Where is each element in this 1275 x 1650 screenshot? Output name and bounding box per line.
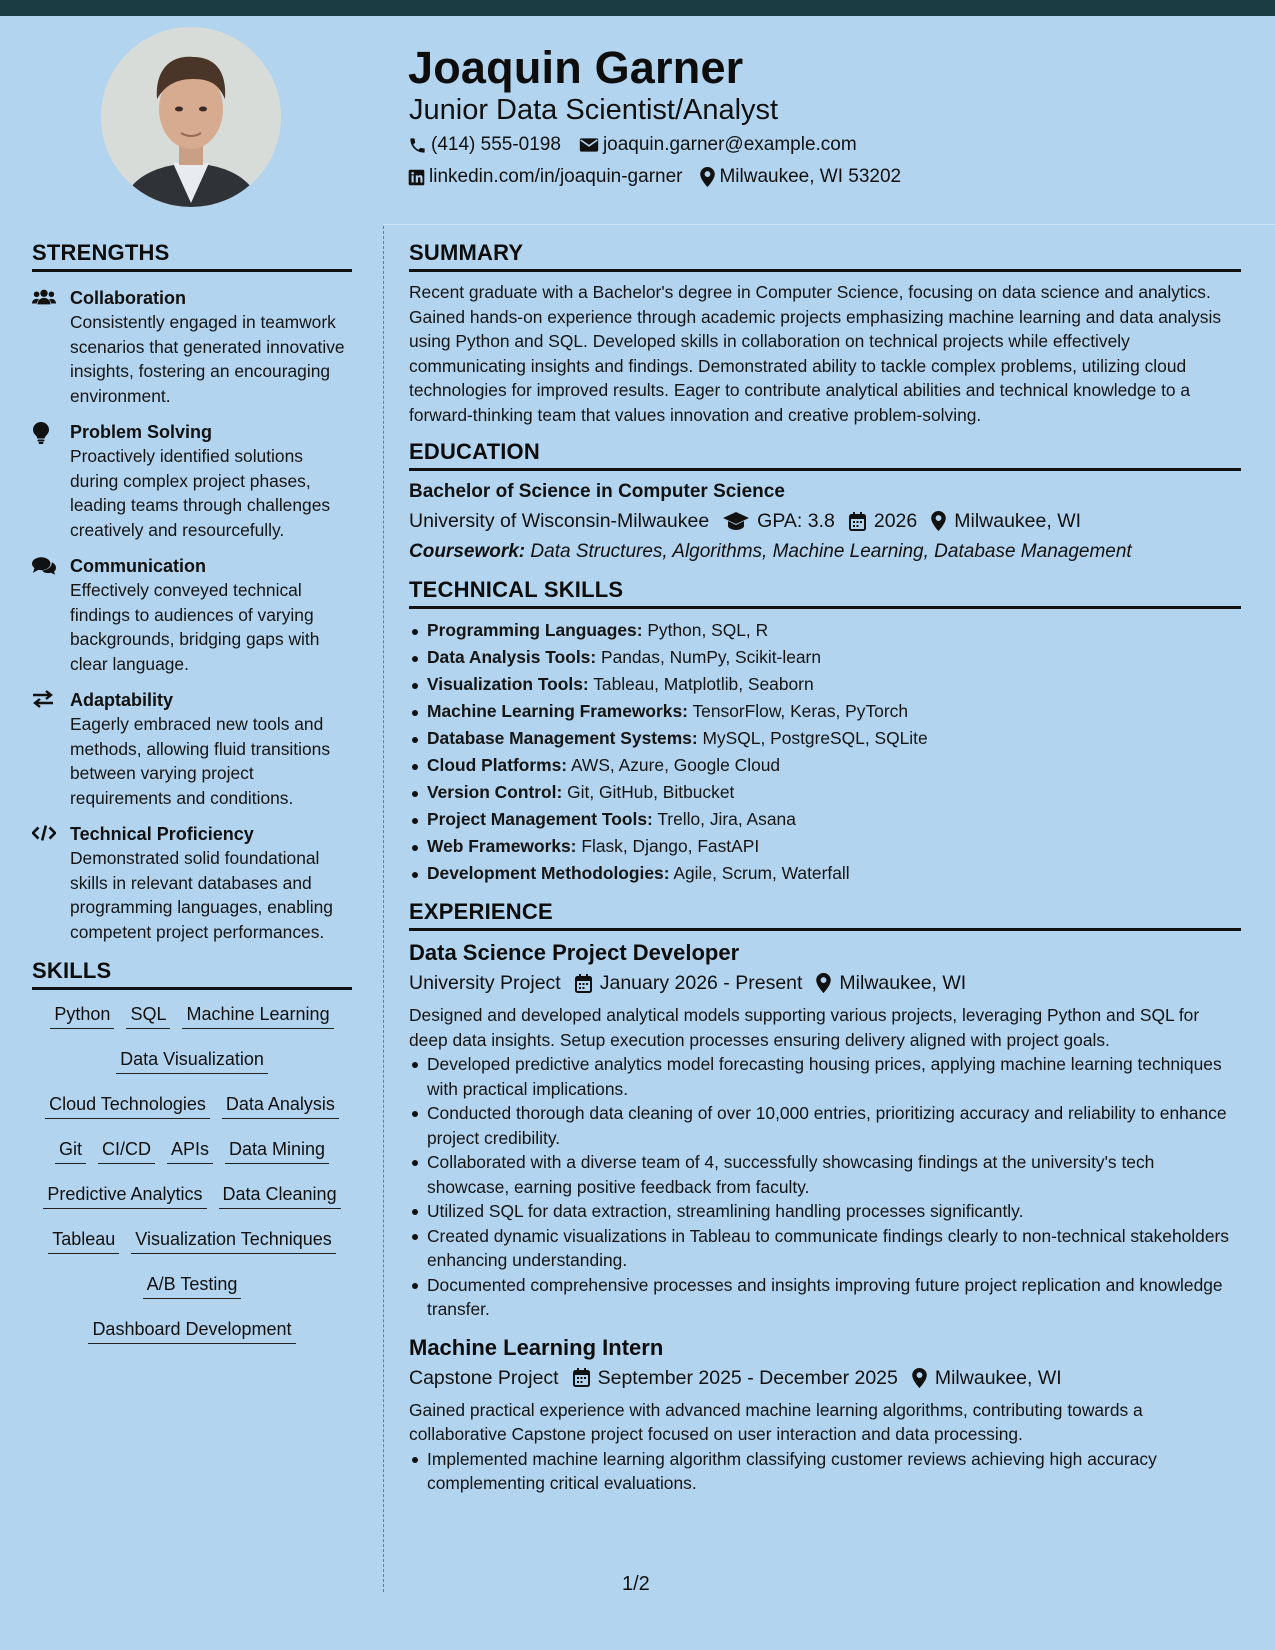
gpa-text: GPA: 3.8 xyxy=(757,510,835,532)
skill-values: Python, SQL, R xyxy=(647,620,769,640)
job-title: Machine Learning Intern xyxy=(409,1334,664,1360)
strength-title: Communication xyxy=(70,556,207,576)
list-item xyxy=(409,671,1241,698)
skill-category: Programming Languages: xyxy=(427,620,643,640)
skill-tag: SQL xyxy=(126,1002,170,1029)
exchange-arrows-icon xyxy=(32,690,54,708)
degree-title: Bachelor of Science in Computer Science xyxy=(409,481,785,502)
skill-tag: A/B Testing xyxy=(143,1272,242,1299)
skill-values: MySQL, PostgreSQL, SQLite xyxy=(702,728,928,748)
email-contact[interactable] xyxy=(579,134,857,156)
candidate-name: Joaquin Garner xyxy=(408,42,744,93)
page-number: 1/2 xyxy=(622,1573,650,1595)
experience-section xyxy=(409,899,1241,1496)
skill-tag: Python xyxy=(50,1002,114,1029)
skill-category: Development Methodologies: xyxy=(427,863,670,883)
list-item xyxy=(409,779,1241,806)
list-item: Developed predictive analytics model forecasting housing prices, applying machine learning techniques with practical implications. xyxy=(409,1052,1241,1101)
list-item xyxy=(409,860,1241,887)
list-item xyxy=(409,806,1241,833)
strength-item xyxy=(32,554,352,676)
coursework-line xyxy=(409,539,1241,565)
comments-icon xyxy=(32,556,56,575)
list-item: Implemented machine learning algorithm classifying customer reviews achieving high accuracy complementing critical evaluations. xyxy=(409,1447,1241,1496)
right-column xyxy=(409,240,1241,1508)
list-item: Conducted thorough data cleaning of over 10,000 entries, prioritizing accuracy and reliability to enhance project credibility. xyxy=(409,1101,1241,1150)
calendar-icon xyxy=(849,512,866,531)
job-title: Data Science Project Developer xyxy=(409,940,740,965)
location-text: Milwaukee, WI 53202 xyxy=(719,166,902,187)
skill-tag: Data Visualization xyxy=(116,1047,268,1074)
skill-category: Data Analysis Tools: xyxy=(427,647,597,667)
skill-values: Tableau, Matplotlib, Seaborn xyxy=(593,674,814,694)
job-dates: September 2025 - December 2025 xyxy=(597,1366,898,1389)
strength-title: Technical Proficiency xyxy=(70,824,254,844)
skills-title: SKILLS xyxy=(32,958,352,990)
linkedin-contact[interactable] xyxy=(408,166,682,188)
strength-title: Adaptability xyxy=(70,690,174,710)
lightbulb-icon xyxy=(32,422,50,444)
job-dates: January 2026 - Present xyxy=(599,972,803,994)
graduation-year: 2026 xyxy=(873,510,918,532)
linkedin-text[interactable]: linkedin.com/in/joaquin-garner xyxy=(429,166,683,187)
coursework-label: Coursework: xyxy=(409,541,526,562)
header-divider xyxy=(383,224,1275,225)
location-contact xyxy=(700,166,901,188)
skill-category: Database Management Systems: xyxy=(427,728,698,748)
summary-text: Recent graduate with a Bachelor's degree in Computer Science, focusing on data science and analytics. Gained hands-on experience through academic projects emphasizing machine learning and data analysis using Python and SQL. Developed skills in collaboration on technical projects while effectively communicating insights and findings. Demonstrated ability to tackle complex problems, utilizing cloud technologies for improved results. Eager to contribute analytical abilities and technical knowledge to a forward-thinking team that values innovation and creative problem-solving. xyxy=(409,282,1222,425)
skill-tag: Dashboard Development xyxy=(88,1317,295,1344)
skill-values: Agile, Scrum, Waterfall xyxy=(673,863,850,883)
skill-tag: Visualization Techniques xyxy=(131,1227,335,1254)
strength-item xyxy=(32,286,352,408)
linkedin-icon xyxy=(408,169,425,186)
strength-text: Eagerly embraced new tools and methods, allowing fluid transitions between varying project requirements and conditions. xyxy=(70,714,331,808)
strength-title: Collaboration xyxy=(70,288,186,308)
left-column xyxy=(32,240,352,1362)
job-bullets xyxy=(409,1052,1241,1322)
contact-row-2 xyxy=(408,166,919,188)
skill-category: Visualization Tools: xyxy=(427,674,589,694)
skill-tag: CI/CD xyxy=(98,1137,155,1164)
skill-category: Cloud Platforms: xyxy=(427,755,568,775)
job-bullets xyxy=(409,1447,1241,1496)
skill-tag: Data Analysis xyxy=(222,1092,339,1119)
summary-title: SUMMARY xyxy=(409,240,1241,272)
skill-values: AWS, Azure, Google Cloud xyxy=(570,755,781,775)
column-divider xyxy=(383,226,384,1592)
skill-tag: APIs xyxy=(167,1137,213,1164)
code-icon xyxy=(32,824,56,842)
skill-tag: Data Cleaning xyxy=(219,1182,341,1209)
school-location: Milwaukee, WI xyxy=(954,510,1082,532)
users-icon xyxy=(32,288,56,306)
skill-values: Trello, Jira, Asana xyxy=(657,809,796,829)
job-org: Capstone Project xyxy=(409,1366,559,1389)
skill-values: Git, GitHub, Bitbucket xyxy=(567,782,735,802)
strength-text: Consistently engaged in teamwork scenarios that generated innovative insights, fostering an encouraging environment. xyxy=(70,312,345,406)
strength-item xyxy=(32,420,352,542)
job-description: Designed and developed analytical models supporting various projects, leveraging Python and SQL for deep data insights. Setup execution processes ensuring delivery aligned with project goals. xyxy=(409,1005,1200,1050)
list-item xyxy=(409,644,1241,671)
strength-item xyxy=(32,822,352,944)
list-item: Utilized SQL for data extraction, streamlining handling processes significantly. xyxy=(409,1199,1241,1224)
strength-item xyxy=(32,688,352,810)
map-pin-icon xyxy=(700,167,715,187)
calendar-icon xyxy=(573,1368,590,1387)
experience-title: EXPERIENCE xyxy=(409,899,1241,931)
strength-text: Demonstrated solid foundational skills in relevant databases and programming languages, enabling competent project performances. xyxy=(70,848,333,942)
calendar-icon xyxy=(575,974,592,993)
list-item: Collaborated with a diverse team of 4, successfully showcasing findings at the university's tech showcase, earning positive feedback from faculty. xyxy=(409,1150,1241,1199)
contact-row-1 xyxy=(408,134,875,156)
summary-section xyxy=(409,240,1241,427)
job-location: Milwaukee, WI xyxy=(839,972,967,994)
list-item xyxy=(409,617,1241,644)
skill-values: TensorFlow, Keras, PyTorch xyxy=(692,701,908,721)
skill-values: Pandas, NumPy, Scikit-learn xyxy=(600,647,822,667)
skill-category: Version Control: xyxy=(427,782,563,802)
job-meta xyxy=(409,969,1241,997)
skill-tag: Machine Learning xyxy=(182,1002,333,1029)
phone-text: (414) 555-0198 xyxy=(431,134,561,155)
coursework-text: Data Structures, Algorithms, Machine Learning, Database Management xyxy=(530,541,1132,562)
phone-contact xyxy=(408,134,561,156)
profile-photo xyxy=(101,27,281,207)
list-item xyxy=(409,698,1241,725)
technical-skills-title: TECHNICAL SKILLS xyxy=(409,577,1241,609)
skill-category: Web Frameworks: xyxy=(427,836,577,856)
candidate-role: Junior Data Scientist/Analyst xyxy=(409,94,779,126)
map-pin-icon xyxy=(816,973,831,993)
skill-tag: Predictive Analytics xyxy=(43,1182,206,1209)
job-meta xyxy=(409,1364,1241,1392)
job-org: University Project xyxy=(409,972,561,994)
technical-skills-section xyxy=(409,577,1241,887)
skill-tag: Git xyxy=(55,1137,86,1164)
skill-category: Project Management Tools: xyxy=(427,809,653,829)
skill-values: Flask, Django, FastAPI xyxy=(581,836,760,856)
skill-tags xyxy=(32,1002,352,1344)
school-name: University of Wisconsin-Milwaukee xyxy=(409,510,710,532)
education-section xyxy=(409,439,1241,565)
strength-text: Effectively conveyed technical findings to audiences of varying backgrounds, bridging gaps with clear language. xyxy=(70,580,320,674)
skill-tag: Data Mining xyxy=(225,1137,329,1164)
top-bar xyxy=(0,0,1275,16)
list-item xyxy=(409,725,1241,752)
strength-text: Proactively identified solutions during complex project phases, leading teams through challenges creatively and resourcefully. xyxy=(70,446,331,540)
strengths-title: STRENGTHS xyxy=(32,240,352,272)
education-meta xyxy=(409,507,1241,535)
phone-icon xyxy=(408,136,427,155)
envelope-icon xyxy=(579,137,599,153)
job-entry xyxy=(409,1334,1241,1496)
education-title: EDUCATION xyxy=(409,439,1241,471)
technical-skills-list xyxy=(409,617,1241,887)
map-pin-icon xyxy=(912,1368,927,1388)
list-item xyxy=(409,752,1241,779)
skill-tag: Cloud Technologies xyxy=(45,1092,210,1119)
strengths-list xyxy=(32,286,352,944)
job-entry xyxy=(409,939,1241,1322)
skill-tag: Tableau xyxy=(48,1227,119,1254)
list-item: Created dynamic visualizations in Tableau to communicate findings clearly to non-technical stakeholders enhancing understanding. xyxy=(409,1224,1241,1273)
job-description: Gained practical experience with advanced machine learning algorithms, contributing towards a collaborative Capstone project focused on user interaction and data processing. xyxy=(409,1399,1143,1444)
graduation-cap-icon xyxy=(723,512,749,530)
map-pin-icon xyxy=(931,511,946,531)
list-item xyxy=(409,833,1241,860)
job-location: Milwaukee, WI xyxy=(934,1366,1062,1389)
list-item: Documented comprehensive processes and insights improving future project replication and knowledge transfer. xyxy=(409,1273,1241,1322)
strength-title: Problem Solving xyxy=(70,422,213,442)
email-text[interactable]: joaquin.garner@example.com xyxy=(602,134,857,155)
skill-category: Machine Learning Frameworks: xyxy=(427,701,688,721)
